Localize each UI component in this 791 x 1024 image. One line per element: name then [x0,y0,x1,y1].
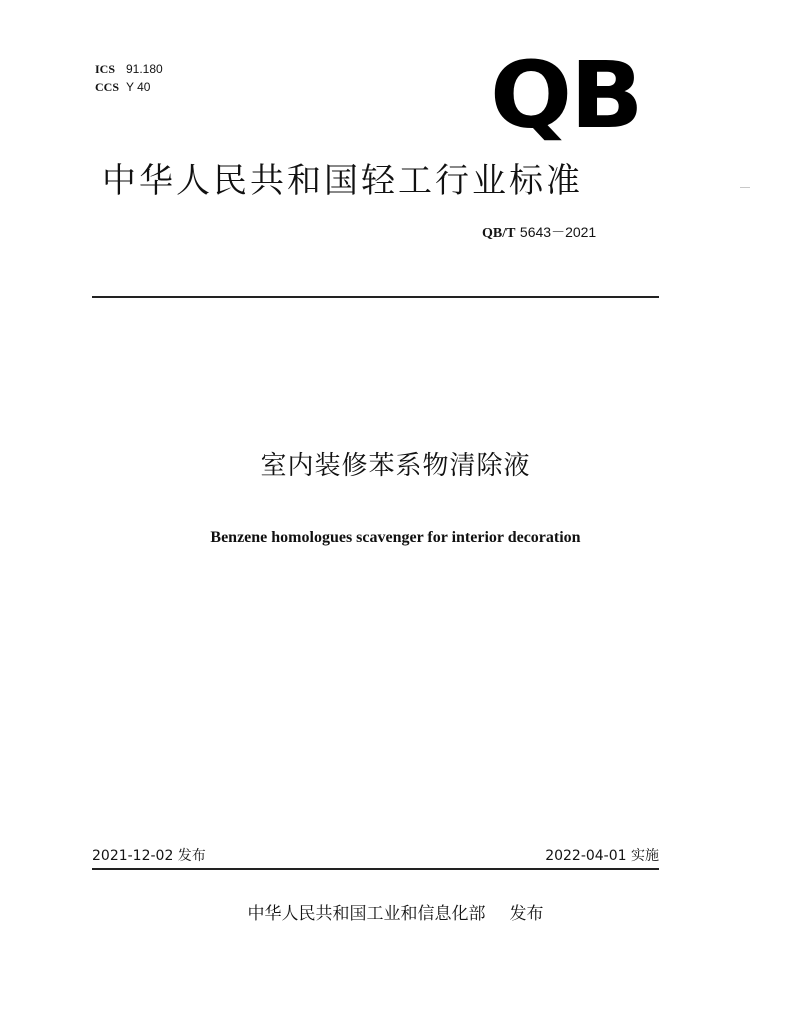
top-divider [92,296,659,298]
document-title-english: Benzene homologues scavenger for interior decoration [210,529,581,546]
issue-date: 2021-12-02 发布 [92,848,206,864]
standard-number-prefix: QB/T [482,226,516,241]
publisher-name: 中华人民共和国工业和信息化部 [247,904,486,924]
ics-row [95,60,163,78]
document-title-chinese: 室内装修苯系物清除液 [260,451,531,481]
ccs-row [95,78,163,96]
standard-body-title: 中华人民共和国轻工行业标准 [102,161,583,201]
ics-value: 91.180 [126,62,163,76]
qb-logo: QB [490,42,642,149]
classification-codes [95,60,163,96]
ccs-label: CCS [95,80,120,94]
scan-speck [740,187,750,188]
standard-number-value: 5643－2021 [519,224,597,240]
ccs-value: Y 40 [126,80,151,94]
publisher-action: 发布 [509,904,544,924]
implementation-date: 2022-04-01 实施 [545,848,659,864]
publisher-line [0,902,791,926]
bottom-divider [92,868,659,870]
ics-label: ICS [95,62,116,76]
standard-number [482,222,596,244]
